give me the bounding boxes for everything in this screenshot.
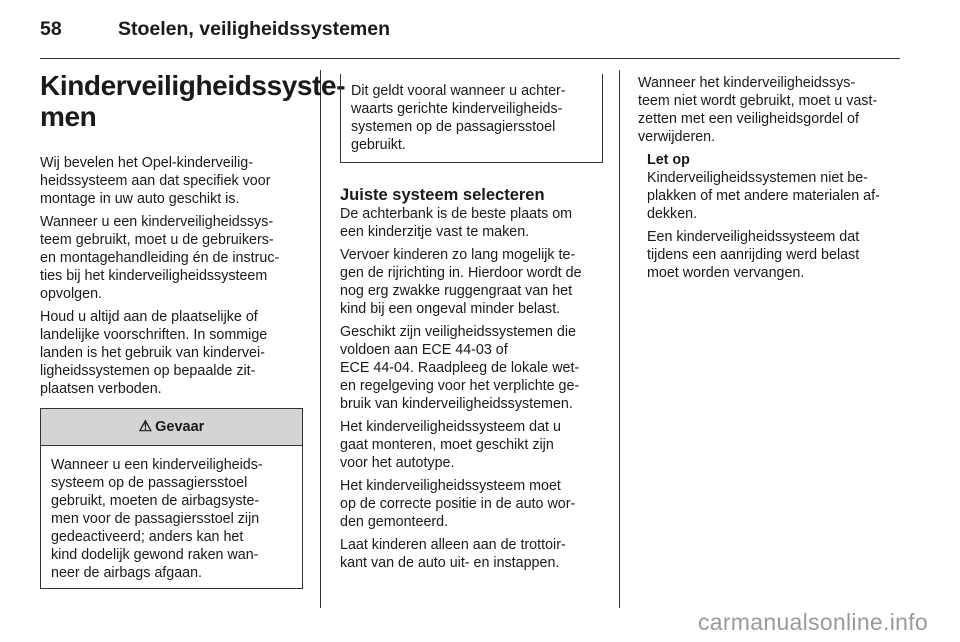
paragraph: Het kinderveiligheidssysteem moet op de correcte positie in de auto wor- den gemonteerd. bbox=[340, 478, 576, 530]
warning-triangle-icon: ⚠ bbox=[138, 418, 153, 435]
subsection-title: Juiste systeem selecteren bbox=[340, 186, 545, 204]
danger-heading: ⚠ Gevaar bbox=[41, 408, 302, 446]
paragraph: Houd u altijd aan de plaatselijke of landelijke voorschriften. In sommige landen is het gebruik van kindervei- ligheidssystemen op bepaalde zit- plaatsen verboden. bbox=[40, 309, 268, 397]
paragraph: Kinderveiligheidssystemen niet be- plakken of met andere materialen af- dekken. bbox=[647, 170, 880, 222]
paragraph: Een kinderveiligheidssysteem dat tijdens een aanrijding werd belast moet worden vervangen. bbox=[647, 229, 860, 281]
column-1 bbox=[40, 70, 346, 589]
column-3 bbox=[638, 74, 903, 287]
column-2 bbox=[340, 74, 603, 577]
paragraph: Geschikt zijn veiligheidssystemen die voldoen aan ECE 44-03 of ECE 44-04. Raadpleeg de lokale wet- en regelgeving voor het verplichte ge- bruik van kinderveiligheidssystemen. bbox=[340, 324, 580, 412]
page-header bbox=[40, 18, 390, 41]
paragraph: Het kinderveiligheidssysteem dat u gaat monteren, moet geschikt zijn voor het autotype. bbox=[340, 419, 561, 471]
paragraph: Laat kinderen alleen aan de trottoir- kant van de auto uit- en instappen. bbox=[340, 537, 566, 571]
column-divider bbox=[619, 70, 620, 608]
note-block bbox=[647, 151, 903, 282]
chapter-title: Stoelen, veiligheidssystemen bbox=[118, 18, 391, 40]
watermark: carmanualsonline.info bbox=[697, 609, 928, 635]
column-divider bbox=[320, 70, 321, 608]
paragraph: De achterbank is de beste plaats om een kinderzitje vast te maken. bbox=[340, 206, 573, 240]
page-number: 58 bbox=[40, 18, 62, 40]
danger-box bbox=[40, 408, 303, 589]
danger-box-continuation: Dit geldt vooral wanneer u achter- waarts gerichte kinderveiligheids- systemen op de passagiersstoel gebruikt. bbox=[340, 74, 603, 163]
section-title: Kinderveiligheidssyste- men bbox=[40, 70, 346, 132]
note-label: Let op bbox=[647, 152, 690, 168]
danger-text: Wanneer u een kinderveiligheids- systeem op de passagiersstoel gebruikt, moeten de airbagsyste- men voor de passagiersstoel zijn gedeactiveerd; anders kan het kind dodelijk gewond raken wan- neer de airbags afgaan. bbox=[51, 457, 263, 581]
header-rule bbox=[40, 58, 900, 59]
paragraph: Wanneer het kinderveiligheidssys- teem niet wordt gebruikt, moet u vast- zetten met een veiligheidsgordel of verwijderen. bbox=[638, 75, 878, 145]
paragraph: Vervoer kinderen zo lang mogelijk te- gen de rijrichting in. Hierdoor wordt de nog erg zwakke ruggengraat van het kind bij een ongeval minder belast. bbox=[340, 247, 582, 317]
paragraph: Wij bevelen het Opel-kinderveilig- heidssysteem aan dat specifiek voor montage in uw auto geschikt is. bbox=[40, 155, 271, 207]
paragraph: Wanneer u een kinderveiligheidssys- teem gebruikt, moet u de gebruikers- en montagehandleiding én de instruc- ties bij het kinderveiligheidssysteem opvolgen. bbox=[40, 214, 280, 302]
